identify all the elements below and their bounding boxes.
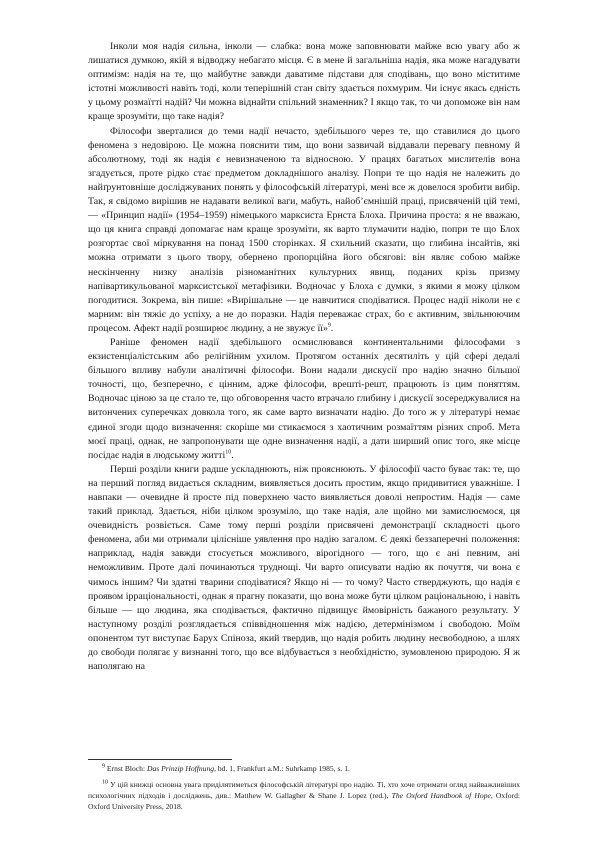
- footnote-10-rest: , Oxford: Oxford University Press, 2018.: [88, 791, 520, 811]
- footnote-9-number: 9: [102, 763, 105, 770]
- paragraph-3: Раніше феномен надії здебільшого осмислювався континентальними філософами з екзистенціалістським або релігійним ухилом. Протягом останніх десятиліть у цій сфері дедалі більшого впливу набули аналітичні філософи. Вони надали дискусії про надію значно більшої точності, що, безперечно, є цінним, адже філософи, врешті-решт, працюють із цим поняттям. Водночас ціною за це стало те, що обговорення часто втрачало глибину і дискусії зосереджувалися на витончених суперечках довкола того, як саме варто визначати надію. До того ж у літературі немає єдиної згоди щодо визначення: скоріше ми стикаємося з хаотичним розмаїттям різних спроб. Мета моєї праці, однак, не запропонувати ще одне визначення надії, а дати ширший опис того, яке місце посідає надія в людському житті$^{10}$.: [88, 336, 520, 461]
- footnote-separator: [88, 759, 232, 760]
- footnote-10-title: The Oxford Handbook of Hope: [391, 791, 491, 800]
- paragraph-2-text: Філософи зверталися до теми надії нечасто, здебільшого через те, що ставилися до цього феномена з недовірою. Це можна пояснити тим, що вони зазвичай віддавали перевагу певному й абсолютному, тоді як надія є невизначеною та відносною. У працях багатьох мислителів вона згадується, проте рідко стає предметом докладнішого аналізу. Попри те що надія не належить до найґрунтовніше досліджуваних понять у філософській літературі, мені все ж довелося зробити вибір. Так, я свідомо вирішив не надавати великої ваги, мабуть, найоб’ємнішій праці, присвяченій цій темі, — «Принцип надії» (1954–1959) німецького марксиста Ернста Блоха. Причина проста: я не вважаю, що ця книга справді допомагає нам краще зрозуміти, як варто тлумачити надію, попри те що Блох розгортає свої міркування на понад 1500 сторінках. Я схильний сказати, що глибина інсайтів, які можна отримати з цього твору, обернено пропорційна його обсягові: він являє собою майже нескінченну низку аналізів різноманітних культурних явищ, поданих крізь призму напівартикульованої марксистської метафізики. Водночас у Блоха є думки, з якими я можу цілком погодитися. Зокрема, він пише: «Вирішальне — це навчитися сподіватися. Процес надії ніколи не є марним: він тяжіє до успіху, а не до поразки. Надія переважає страх, бо є активним, звільнюючим процесом. Афект надії розширює людину, а не звужує її»: [88, 125, 520, 334]
- footnote-10-text: У цій книжці основна увага приділятиметься філософській літературі про надію. Ті, хто хоче отримати огляд найважливіших психологічних підходів і досліджень, див.: Matthew W. Gallagher & Shane J. Lopez (red.),: [88, 780, 521, 800]
- footnote-9-rest: , bd. 1, Frankfurt a.M.: Suhrkamp 1985, s. 1.: [214, 764, 350, 773]
- footnotes: [88, 763, 520, 817]
- paragraph-1: [88, 40, 520, 125]
- footnote-9-author: Ernst Bloch:: [106, 764, 147, 773]
- footnote-9-title: Das Prinzip Hoffnung: [146, 764, 215, 773]
- footnote-10-number: 10: [102, 779, 108, 786]
- paragraph-2: Філософи зверталися до теми надії нечасто, здебільшого через те, що ставилися до цього феномена з недовірою. Це можна пояснити тим, що вони зазвичай віддавали перевагу певному й абсолютному, тоді як надія є невизначеною та відносною. У працях багатьох мислителів вона згадується, проте рідко стає предметом докладнішого аналізу. Попри те що надія не належить до найґрунтовніше досліджуваних понять у філософській літературі, мені все ж довелося зробити вибір. Так, я свідомо вирішив не надавати великої ваги, мабуть, найоб’ємнішій праці, присвяченій цій темі, — «Принцип надії» (1954–1959) німецького марксиста Ернста Блоха. Причина проста: я не вважаю, що ця книга справді допомагає нам краще зрозуміти, як варто тлумачити надію, попри те що Блох розгортає свої міркування на понад 1500 сторінках. Я схильний сказати, що глибина інсайтів, які можна отримати з цього твору, обернено пропорційна його обсягові: він являє собою майже нескінченну низку аналізів різноманітних культурних явищ, поданих крізь призму напівартикульованої марксистської метафізики. Водночас у Блоха є думки, з якими я можу цілком погодитися. Зокрема, він пише: «Вирішальне — це навчитися сподіватися. Процес надії ніколи не є марним: він тяжіє до успіху, а не до поразки. Надія переважає страх, бо є активним, звільнюючим процесом. Афект надії розширює людину, а не звужує її»$^9$.: [88, 125, 520, 334]
- footnote-9: [88, 763, 520, 774]
- paragraph-4: [88, 463, 520, 674]
- page-body: [88, 40, 520, 674]
- paragraph-1-text: Інколи моя надія сильна, інколи — слабка: вона може заповнювати майже всю увагу або ж лишатися думкою, якій я відводжу небагато місця. Є в мене й загальніша надія, яка може нагадувати оптимізм: надія на те, що майбутнє завжди даватиме підстави для сподівань, що воно міститиме істотні можливості навіть тоді, коли теперішній стан світу здається похмурим. Чи існує якась єдність у цьому розмаїтті надій? Чи можна віднайти спільний знаменник? І якщо так, то чи допоможе він нам краще зрозуміти, що таке надія?: [88, 41, 520, 123]
- main-text: [88, 40, 520, 674]
- paragraph-4-text: Перші розділи книги радше ускладнюють, ніж прояснюють. У філософії часто буває так: те, що на перший погляд видається складним, виявляється досить простим, якщо придивитися уважніше. І навпаки — очевидне й просте під поверхнею часто виявляється доволі непростим. Надія — саме такий приклад. Здається, ніби цілком зрозуміло, що таке надія, але щойно ми замислюємося, ця очевидність розвіється. Саме тому перші розділи присвячені демонстрації складності цього феномена, аби ми отримали цілісніше уявлення про надію загалом. Є деякі беззаперечні положення: наприклад, надія завжди стосується можливого, вірогідного — того, що є ані певним, ані неможливим. Проте далі починаються труднощі. Чи варто описувати надію як почуття, чи вона є чимось іншим? Чи здатні тварини сподіватися? Якщо ні — то чому? Часто стверджують, що надія є проявом ірраціональності, однак я прагну показати, що вона може бути цілком раціональною, і навіть більше — що людина, яка сподівається, фактично підвищує ймовірність бажаного результату. У наступному розділі розглядається співвідношення між надією, детермінізмом і свободою. Моїм опонентом тут виступає Барух Спіноза, який твердив, що надія робить людину несвободною, а шлях до свободи полягає у визнанні того, що все відбувається з необхідністю, зумовленою природою. Я ж наполягаю на: [88, 463, 520, 673]
- paragraph-3-text: Раніше феномен надії здебільшого осмислювався континентальними філософами з екзистенціалістським або релігійним ухилом. Протягом останніх десятиліть у цій сфері дедалі більшого впливу набули аналітичні філософи. Вони надали дискусії про надію значно більшої точності, що, безперечно, є цінним, адже філософи, врешті-решт, працюють із цим поняттям. Водночас ціною за це стало те, що обговорення часто втрачало глибину і дискусії зосереджувалися на витончених суперечках довкола того, як саме варто визначати надію. До того ж у літературі немає єдиної згоди щодо визначення: скоріше ми стикаємося з хаотичним розмаїттям різних спроб. Мета моєї праці, однак, не запропонувати ще одне визначення надії, а дати ширший опис того, яке місце посідає надія в людському житті: [88, 336, 520, 461]
- footnote-ref-10[interactable]: 10: [225, 449, 232, 456]
- footnote-10: [88, 779, 520, 812]
- footnote-ref-9[interactable]: 9: [327, 322, 331, 329]
